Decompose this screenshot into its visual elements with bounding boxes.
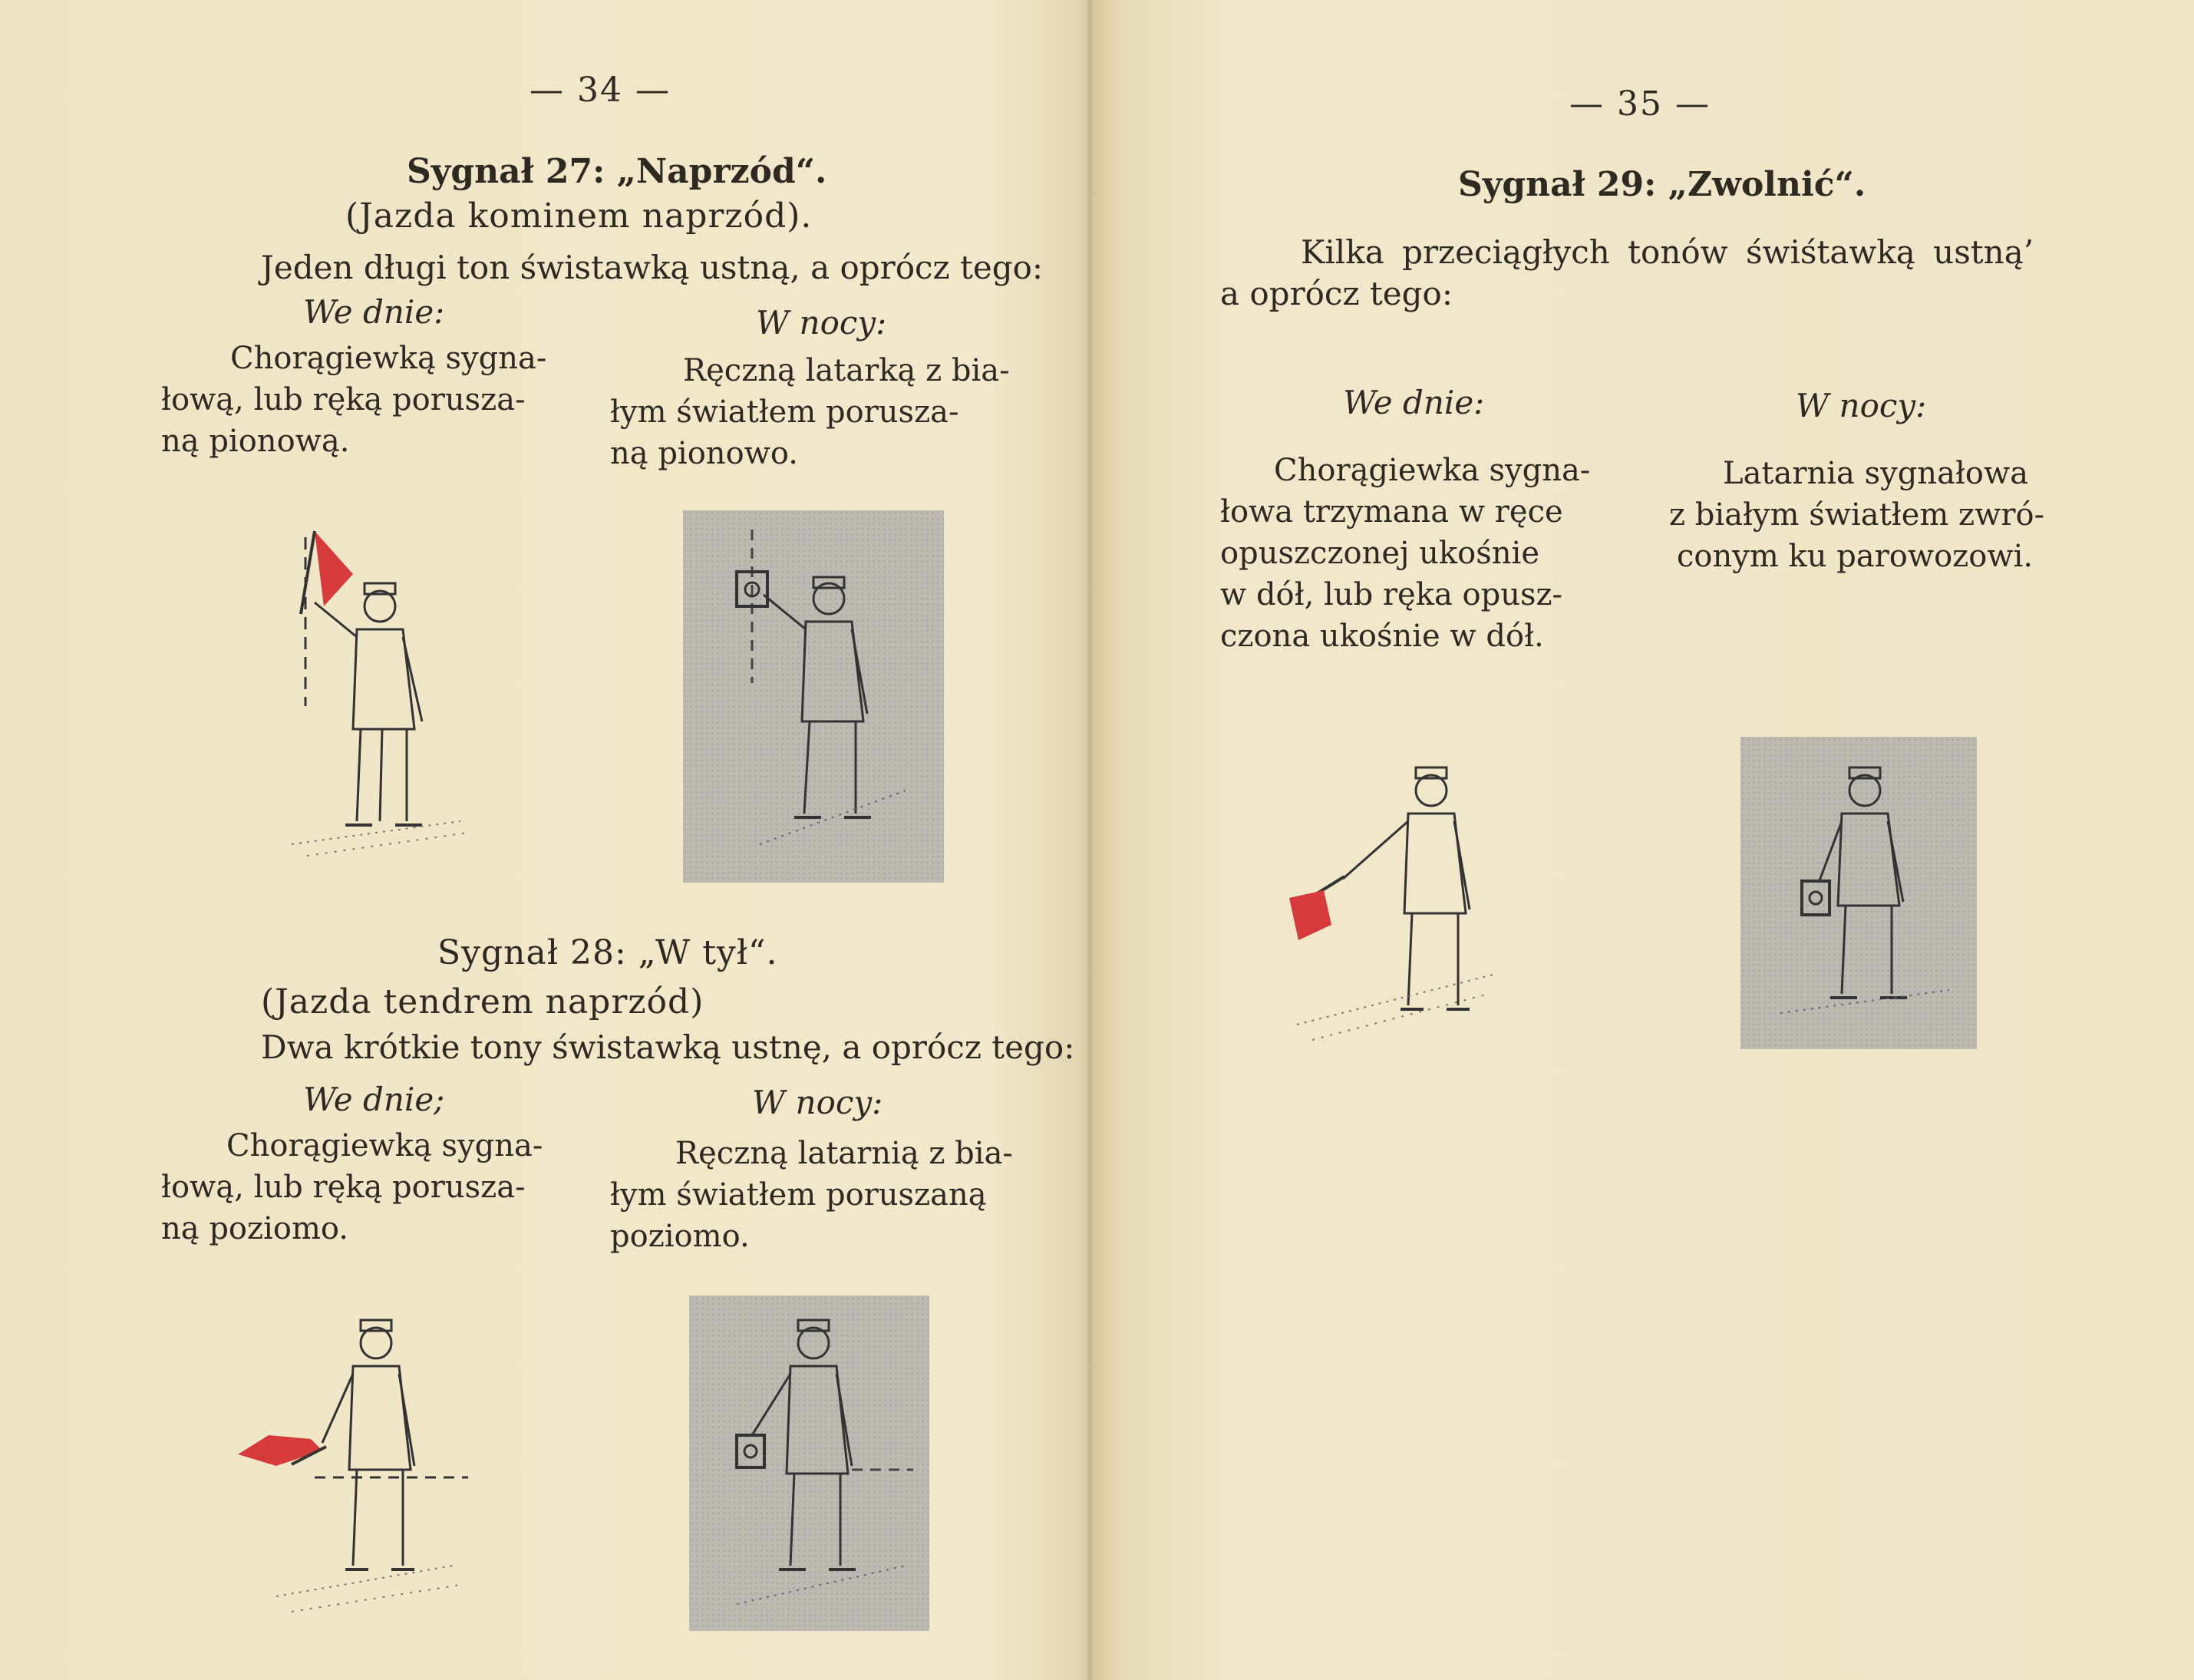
page-number-35: — 35 —: [1569, 84, 1711, 124]
text-line: ną pionowo.: [610, 436, 798, 471]
figure-29-night-lamp-lowered-icon: [1757, 760, 1965, 1036]
signal-28-night-label: W nocy:: [752, 1084, 883, 1121]
signal-28-day-text: [161, 1125, 543, 1249]
figure-28-day-flag-horizontal-icon: [230, 1312, 483, 1619]
page-number-34: — 34 —: [530, 71, 671, 110]
signal-28-subtitle: (Jazda tendrem naprzód): [261, 982, 704, 1022]
signal-27-day-text: [161, 338, 546, 462]
text-line: Ręczną latarnią z bia-: [675, 1136, 1013, 1171]
signal-28-day-label: We dnie;: [303, 1081, 445, 1118]
signal-29-day-text: [1220, 450, 1590, 657]
text-line: łowa trzymana w ręce: [1220, 494, 1563, 530]
signal-28-night-text: [610, 1133, 1013, 1257]
figure-29-day-flag-lowered-icon: [1282, 760, 1496, 1051]
text-line: Chorągiewką sygna-: [226, 1128, 543, 1163]
signal-29-intro-line-1: Kilka przeciągłych tonów świśtawką ustną’: [1301, 233, 2034, 271]
right-page: [1090, 0, 2194, 1680]
figure-27-night-lamp-vertical-icon: [714, 530, 913, 867]
text-line: Chorągiewka sygna-: [1274, 453, 1591, 488]
text-line: ną pionową.: [161, 424, 350, 459]
signal-29-title: Sygnał 29: „Zwolnić“.: [1458, 165, 1866, 204]
signal-28-title: Sygnał 28: „W tył“.: [437, 933, 778, 972]
signal-27-night-text: [610, 350, 1010, 474]
signal-27-day-label: We dnie:: [303, 293, 445, 331]
text-line: łową, lub ręką porusza-: [161, 1170, 526, 1205]
text-line: łym światłem poruszaną: [610, 1177, 987, 1213]
text-line: z białym światłem zwró-: [1669, 497, 2045, 533]
signal-29-night-text: [1669, 453, 2044, 577]
text-line: czona ukośnie w dół.: [1220, 619, 1544, 654]
figure-27-day-flag-vertical-icon: [284, 530, 476, 867]
signal-29-intro-line-2: a oprócz tego:: [1220, 275, 1453, 312]
text-line: conym ku parowozowi.: [1677, 539, 2034, 574]
text-line: łową, lub ręką porusza-: [161, 382, 526, 418]
signal-27-intro: Jeden długi ton świstawką ustną, a oprócz tego:: [261, 249, 1044, 286]
signal-27-subtitle: (Jazda kominem naprzód).: [345, 196, 813, 236]
text-line: Latarnia sygnałowa: [1723, 456, 2029, 491]
signal-29-night-label: W nocy:: [1796, 387, 1927, 424]
text-line: Chorągiewką sygna-: [230, 341, 547, 376]
text-line: Ręczną latarką z bia-: [683, 353, 1010, 388]
text-line: poziomo.: [610, 1219, 750, 1254]
signal-29-day-label: We dnie:: [1343, 384, 1485, 421]
signal-27-night-label: W nocy:: [756, 304, 887, 342]
text-line: łym światłem porusza-: [610, 394, 959, 430]
signal-28-intro: Dwa krótkie tony świstawką ustnę, a oprócz tego:: [261, 1028, 1075, 1066]
text-line: w dół, lub ręka opusz-: [1220, 577, 1563, 612]
text-line: ną poziomo.: [161, 1211, 348, 1246]
signal-27-title: Sygnał 27: „Naprzód“.: [407, 152, 827, 191]
left-page: [0, 0, 1090, 1680]
figure-28-night-lamp-horizontal-icon: [706, 1312, 921, 1619]
text-line: opuszczonej ukośnie: [1220, 536, 1539, 571]
